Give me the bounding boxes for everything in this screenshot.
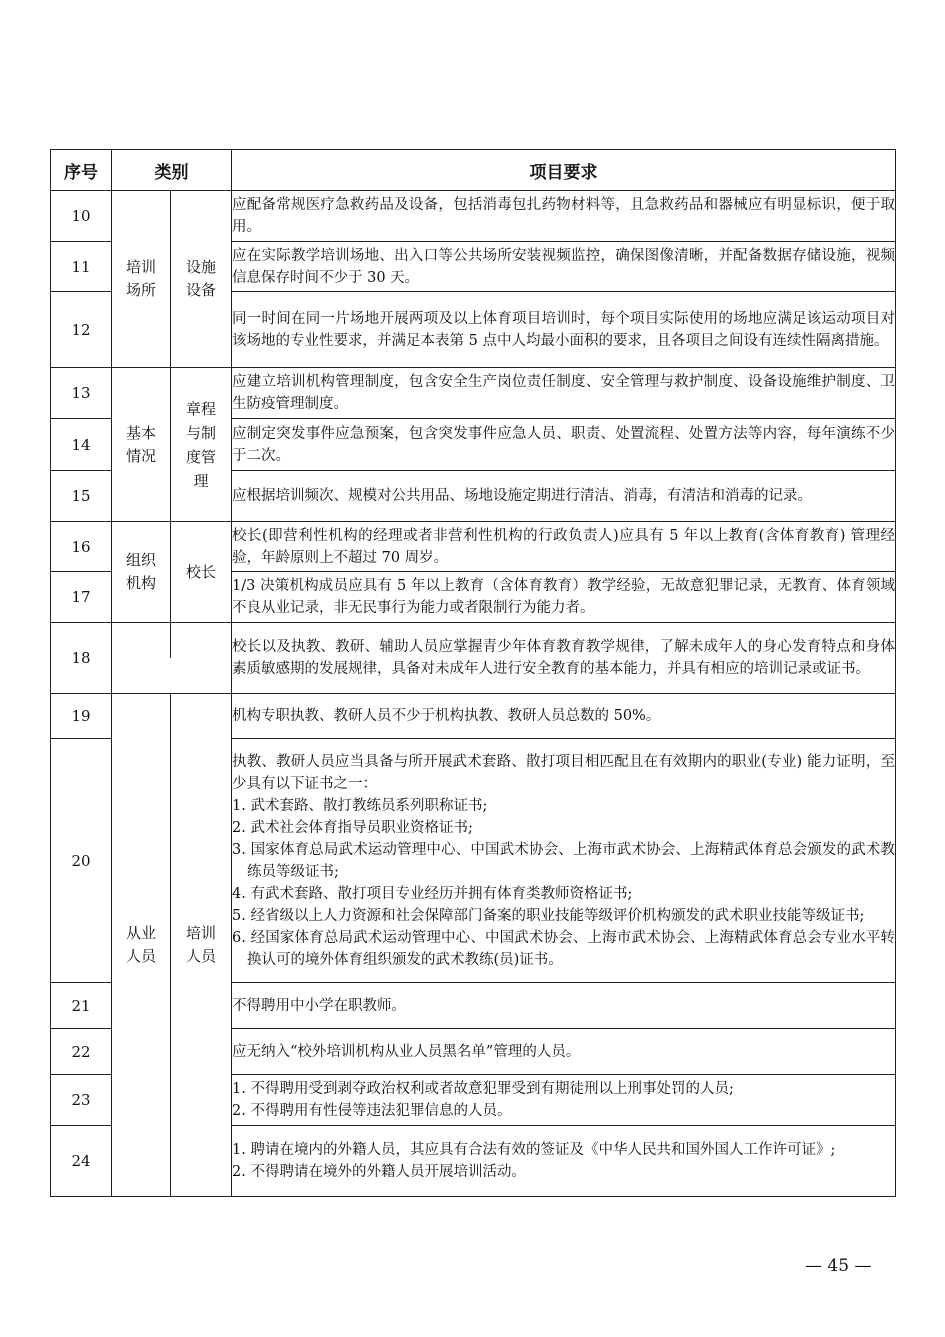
- requirement-text: [232, 1075, 896, 1126]
- category-level2: 校长: [171, 522, 232, 623]
- table-row: [51, 694, 896, 739]
- category-level2: 培训人员: [171, 694, 232, 1197]
- header-category: 类别: [112, 150, 232, 191]
- requirement-text: 应无纳入“校外培训机构从业人员黑名单”管理的人员。: [232, 1029, 896, 1075]
- category-level1: 从业人员: [112, 694, 171, 1197]
- header-row: [51, 150, 896, 191]
- list-item: 1. 武术套路、散打教练员系列职称证书;: [232, 797, 488, 814]
- row-number: 15: [51, 471, 112, 522]
- category-spacer: [112, 623, 232, 694]
- list-item: 2. 武术社会体育指导员职业资格证书;: [232, 819, 473, 836]
- requirements-table: [50, 149, 896, 1197]
- row-number: 17: [51, 572, 112, 623]
- row-number: 10: [51, 191, 112, 242]
- page-number: — 45 —: [805, 1256, 872, 1276]
- header-requirement: 项目要求: [232, 150, 896, 191]
- row-number: 20: [51, 739, 112, 983]
- requirement-text: 同一时间在同一片场地开展两项及以上体育项目培训时，每个项目实际使用的场地应满足该运动项目对该场地的专业性要求，并满足本表第 5 点中人均最小面积的要求，且各项目之间设有连续性隔离措施。: [232, 292, 896, 368]
- requirement-text: [232, 1126, 896, 1197]
- requirement-text: 1/3 决策机构成员应具有 5 年以上教育（含体育教育）教学经验，无故意犯罪记录，无教育、体育领域不良从业记录，非无民事行为能力或者限制行为能力者。: [232, 572, 896, 623]
- row-number: 13: [51, 368, 112, 419]
- row-number: 23: [51, 1075, 112, 1126]
- requirement-text: [232, 739, 896, 983]
- row-number: 11: [51, 242, 112, 292]
- row-number: 24: [51, 1126, 112, 1197]
- list-item: 3. 国家体育总局武术运动管理中心、中国武术协会、上海市武术协会、上海精武体育总会颁发的武术教练员等级证书;: [232, 841, 895, 880]
- list-item: 6. 经国家体育总局武术运动管理中心、中国武术协会、上海市武术协会、上海精武体育总会专业水平转换认可的境外体育组织颁发的武术教练(员)证书。: [232, 929, 895, 968]
- row-number: 22: [51, 1029, 112, 1075]
- requirement-text: 不得聘用中小学在职教师。: [232, 983, 896, 1029]
- requirement-text: 应制定突发事件应急预案，包含突发事件应急人员、职责、处置流程、处置方法等内容，每年演练不少于二次。: [232, 419, 896, 471]
- table-row: [51, 623, 896, 694]
- list-item: 5. 经省级以上人力资源和社会保障部门备案的职业技能等级评价机构颁发的武术职业技能等级证书;: [232, 907, 865, 924]
- requirement-text: 应建立培训机构管理制度，包含安全生产岗位责任制度、安全管理与救护制度、设备设施维护制度、卫生防疫管理制度。: [232, 368, 896, 419]
- requirement-text: 校长(即营利性机构的经理或者非营利性机构的行政负责人)应具有 5 年以上教育(含体育教育) 管理经验，年龄原则上不超过 70 周岁。: [232, 522, 896, 572]
- list-item: 2. 不得聘用有性侵等违法犯罪信息的人员。: [232, 1103, 512, 1119]
- category-level2: 设施设备: [171, 191, 232, 368]
- list-item: 1. 不得聘用受到剥夺政治权利或者故意犯罪受到有期徒刑以上刑事处罚的人员;: [232, 1081, 734, 1097]
- header-no: 序号: [51, 150, 112, 191]
- category-level2: 章程与制度管理: [171, 368, 232, 522]
- list-item: 4. 有武术套路、散打项目专业经历并拥有体育类教师资格证书;: [232, 885, 633, 902]
- row-number: 19: [51, 694, 112, 739]
- category-level1: 培训场所: [112, 191, 171, 368]
- table-row: [51, 368, 896, 419]
- row-number: 16: [51, 522, 112, 572]
- requirement-text: 应根据培训频次、规模对公共用品、场地设施定期进行清洁、消毒，有清洁和消毒的记录。: [232, 471, 896, 522]
- row-number: 18: [51, 623, 112, 694]
- requirement-text: 机构专职执教、教研人员不少于机构执教、教研人员总数的 50%。: [232, 694, 896, 739]
- row-number: 21: [51, 983, 112, 1029]
- table-row: [51, 191, 896, 242]
- row-number: 14: [51, 419, 112, 471]
- requirement-text: 校长以及执教、教研、辅助人员应掌握青少年体育教育教学规律，了解未成年人的身心发育特点和身体素质敏感期的发展规律，具备对未成年人进行安全教育的基本能力，并具有相应的培训记录或证书。: [232, 623, 896, 694]
- requirement-text: 应在实际教学培训场地、出入口等公共场所安装视频监控，确保图像清晰，并配备数据存储设施，视频信息保存时间不少于 30 天。: [232, 242, 896, 292]
- table-row: [51, 522, 896, 572]
- category-level1: 组织机构: [112, 522, 171, 623]
- list-item: 2. 不得聘请在境外的外籍人员开展培训活动。: [232, 1164, 526, 1180]
- row-number: 12: [51, 292, 112, 368]
- category-level1: 基本情况: [112, 368, 171, 522]
- requirement-text: 应配备常规医疗急救药品及设备，包括消毒包扎药物材料等，且急救药品和器械应有明显标识，便于取用。: [232, 191, 896, 242]
- requirement-intro: 执教、教研人员应当具备与所开展武术套路、散打项目相匹配且在有效期内的职业(专业) 能力证明，至少具有以下证书之一：: [232, 753, 895, 792]
- list-item: 1. 聘请在境内的外籍人员，其应具有合法有效的签证及《中华人民共和国外国人工作许可证》;: [232, 1142, 836, 1158]
